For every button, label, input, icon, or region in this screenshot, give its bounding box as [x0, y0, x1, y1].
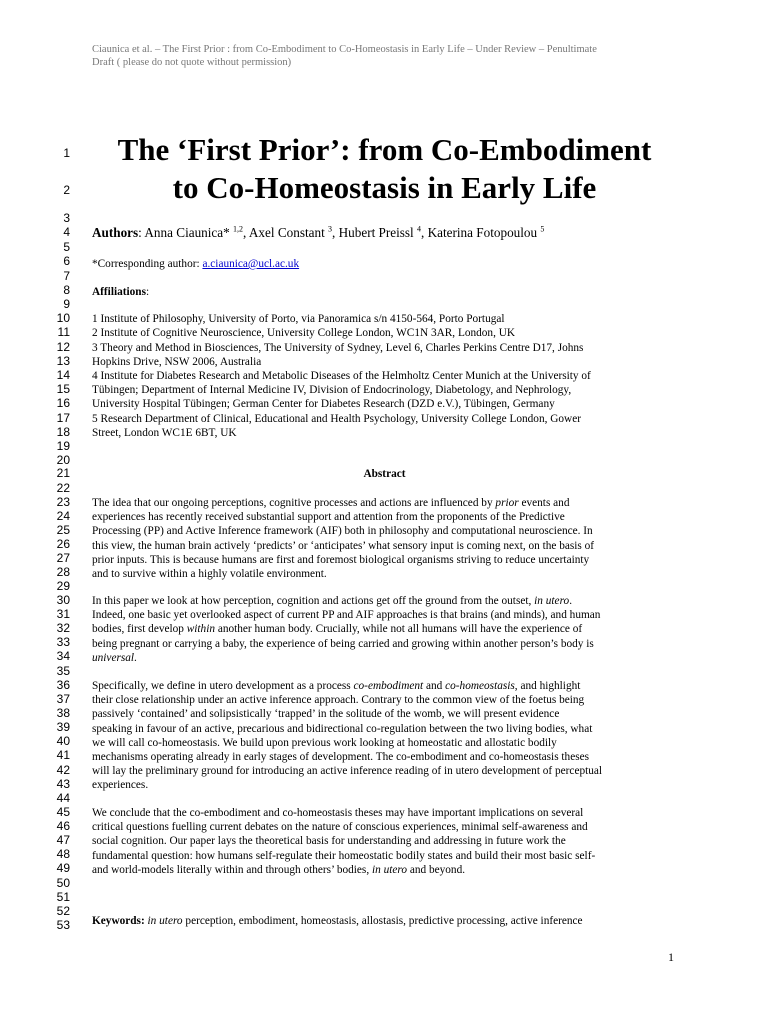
authors-label: Authors: [92, 225, 139, 240]
line-number: 27: [56, 551, 70, 565]
text-run: mechanisms operating already in early stages of development. The co-embodiment and co-homeostasis theses: [92, 751, 590, 763]
line-number: 22: [56, 481, 70, 495]
author-1-affil: 1,2: [233, 224, 244, 234]
text-run: experiences has recently received substantial support and attention from the proponents of the Predictive: [92, 511, 565, 524]
affiliation-line: 1 Institute of Philosophy, University of Porto, via Panoramica s/n 4150-564, Porto Portugal: [92, 313, 505, 325]
line-number: 52: [56, 904, 70, 918]
italic-text: prior: [495, 497, 519, 509]
keywords-italic: in utero: [147, 915, 183, 927]
text-run: speaking in favour of an active, precarious and bidirectional co-regulation between the two living bodies, what: [92, 722, 593, 735]
line-number: 50: [56, 876, 70, 890]
text-run: we will call co-homeostasis. We build upon previous work looking at homeostatic and allostatic bodily: [92, 736, 557, 749]
text-run: and beyond.: [407, 863, 466, 876]
text-run: passively ‘contained’ and solipsistically ‘trapped’ in the solitude of the womb, we will present evidence: [92, 708, 560, 721]
line-number: 7: [63, 269, 70, 283]
abstract-line: [92, 510, 677, 524]
abstract-line: [92, 622, 677, 636]
text-run: Specifically, we define in utero development as a process: [92, 680, 354, 692]
text-run: prior inputs. This is because humans are first and foremost biological organisms striving to reduce uncertainty: [92, 553, 590, 566]
line-number: 20: [56, 453, 70, 467]
author-4-affil: 5: [540, 224, 545, 234]
abstract-line: [92, 567, 677, 581]
abstract-line: [92, 863, 677, 877]
text-run: will lay the preliminary ground for introducing an active inference reading of in utero development of perceptual: [92, 765, 603, 778]
line-number: 6: [63, 254, 70, 268]
line-number: 42: [56, 763, 70, 777]
line-number: 40: [56, 734, 70, 748]
corresponding-label: *Corresponding author:: [92, 258, 200, 270]
affiliation-line: 4 Institute for Diabetes Research and Metabolic Diseases of the Helmholtz Center Munich at the University of: [92, 370, 591, 382]
line-number: 48: [56, 847, 70, 861]
line-number: 46: [56, 819, 70, 833]
italic-text: in utero: [534, 595, 570, 607]
italic-text: in utero: [371, 863, 408, 876]
text-run: In this paper we look at how perception, cognition and actions get off the ground from the outset,: [92, 595, 535, 607]
line-number: 31: [56, 607, 70, 621]
line-number: 2: [63, 183, 70, 197]
text-run: bodies, first develop: [92, 623, 187, 636]
line-number: 33: [56, 635, 70, 649]
abstract-heading: Abstract: [363, 468, 406, 480]
abstract-line: [92, 806, 677, 820]
keywords-label: Keywords:: [92, 915, 145, 927]
line-number: 11: [57, 325, 70, 339]
line-number: 16: [56, 396, 70, 410]
affiliations-label: Affiliations: [92, 286, 146, 298]
line-number: 26: [56, 537, 70, 551]
text-run: We conclude that the co-embodiment and co-homeostasis theses may have important implications on several: [92, 807, 584, 819]
text-run: Indeed, one basic yet overlooked aspect of current PP and AIF approaches is that brains (and minds), and human: [92, 609, 601, 622]
line-number: 5: [63, 240, 70, 254]
text-run: events and: [518, 497, 570, 509]
abstract-line: [92, 637, 677, 651]
line-number: 35: [56, 664, 70, 678]
line-number: 1: [63, 146, 70, 160]
line-number: 39: [56, 720, 70, 734]
text-run: critical questions fuelling current debates on the nature of conscious experiences, minimal self-awareness and: [92, 821, 588, 834]
line-number: 4: [63, 225, 70, 239]
corresponding-author: [92, 257, 677, 271]
text-run: and to survive within a highly volatile environment.: [92, 568, 327, 580]
abstract-line: [92, 834, 677, 848]
line-number: 12: [56, 340, 70, 354]
text-run: .: [134, 651, 137, 664]
abstract-line: [92, 764, 677, 778]
text-run: being pregnant or carrying a baby, the experience of being carried and growing within another person’s body is: [92, 637, 594, 650]
line-number: 13: [56, 354, 70, 368]
line-number: 15: [56, 382, 70, 396]
line-number: 19: [56, 439, 70, 453]
abstract-line: [92, 679, 677, 693]
line-number: 17: [56, 411, 70, 425]
affiliations-heading: Affiliations:: [92, 286, 150, 298]
author-3: Hubert Preissl: [338, 225, 414, 240]
text-run: fundamental question: how humans self-regulate their homeostatic bodily states and build their most basic self-: [92, 849, 596, 862]
line-number: 21: [56, 466, 70, 480]
abstract-line: [92, 524, 677, 538]
line-number: 28: [56, 565, 70, 579]
abstract-line: [92, 722, 677, 736]
abstract-line: [92, 736, 677, 750]
line-number: 14: [56, 368, 70, 382]
text-run: social cognition. Our paper lays the theoretical basis for understanding and addressing in future work the: [92, 835, 566, 848]
author-3-affil: 4: [417, 224, 422, 234]
line-number: 49: [56, 861, 70, 875]
line-number: 24: [56, 509, 70, 523]
author-4: Katerina Fotopoulou: [427, 225, 538, 240]
text-run: another human body. Crucially, while not all humans will have the experience of: [215, 623, 583, 636]
abstract-line: [92, 707, 677, 721]
italic-text: co-embodiment: [353, 680, 424, 692]
running-header-line-2: Draft ( please do not quote without permission): [92, 57, 292, 68]
line-number: 47: [56, 833, 70, 847]
line-number: 9: [63, 297, 70, 311]
abstract-line: [92, 608, 677, 622]
line-number: 36: [56, 678, 70, 692]
affiliation-line: 2 Institute of Cognitive Neuroscience, University College London, WC1N 3AR, London, UK: [92, 327, 516, 339]
abstract-line: [92, 693, 677, 707]
line-number: 29: [56, 579, 70, 593]
italic-text: co-homeostasis: [445, 680, 515, 692]
text-run: The idea that our ongoing perceptions, cognitive processes and actions are influenced by: [92, 497, 496, 509]
line-number: 10: [56, 311, 70, 325]
text-run: , and highlight: [514, 680, 581, 692]
keywords-list: perception, embodiment, homeostasis, allostasis, predictive processing, active inference: [182, 915, 583, 927]
line-number: 3: [63, 211, 70, 225]
abstract-line: [92, 849, 677, 863]
keywords-line: [92, 914, 677, 928]
text-run: .: [569, 595, 573, 607]
author-2: Axel Constant: [248, 225, 325, 240]
running-header-line-1: Ciaunica et al. – The First Prior : from Co-Embodiment to Co-Homeostasis in Early Life – Under Review – Penultimate: [92, 44, 597, 55]
corresponding-email-link[interactable]: a.ciaunica@ucl.ac.uk: [202, 258, 300, 270]
text-run: and: [423, 680, 446, 692]
text-run: and world-models literally within and through others’ bodies,: [92, 863, 372, 876]
line-number: 38: [56, 706, 70, 720]
abstract-line: [92, 553, 677, 567]
line-number: 44: [56, 791, 70, 805]
line-number: 34: [56, 649, 70, 663]
line-number: 41: [56, 748, 70, 762]
italic-text: within: [186, 623, 215, 636]
abstract-line: [92, 496, 677, 510]
line-number: 23: [56, 495, 70, 509]
italic-text: universal: [92, 651, 135, 664]
line-number: 30: [56, 593, 70, 607]
abstract-line: [92, 651, 677, 665]
page-number: 1: [668, 950, 674, 964]
abstract-line: [92, 539, 677, 553]
affiliation-line: 3 Theory and Method in Biosciences, The University of Sydney, Level 6, Charles Perkins Centre D17, Johns: [92, 342, 584, 354]
abstract-line: [92, 594, 677, 608]
abstract-line: [92, 750, 677, 764]
line-number: 43: [56, 777, 70, 791]
paper-title-line-1: The ‘First Prior’: from Co-Embodiment: [117, 132, 652, 167]
abstract-line: [92, 778, 677, 792]
paper-title-line-2: to Co-Homeostasis in Early Life: [172, 170, 597, 205]
line-number: 51: [56, 890, 70, 904]
author-1: Anna Ciaunica*: [144, 225, 230, 240]
text-run: Processing (PP) and Active Inference framework (AIF) both in philosophy and computational neuroscience. In: [92, 525, 593, 538]
affiliation-line: Hopkins Drive, NSW 2006, Australia: [92, 356, 262, 368]
affiliation-line: University Hospital Tübingen; German Center for Diabetes Research (DZD e.V.), Tübingen, Germany: [92, 398, 555, 410]
affiliation-line: 5 Research Department of Clinical, Educational and Health Psychology, University College London, Gower: [92, 413, 581, 425]
line-number: 37: [56, 692, 70, 706]
running-header: [92, 43, 662, 69]
text-run: this view, the human brain actively ‘predicts’ or ‘anticipates’ what sensory input is coming next, on the basis of: [92, 539, 595, 552]
author-2-affil: 3: [328, 224, 333, 234]
abstract-line: [92, 820, 677, 834]
line-number: 53: [56, 918, 70, 932]
authors-line: Authors: Anna Ciaunica* $^{1,2}$, Axel Constant $^3$, Hubert Preissl $^4$, Katerina Fotopoulou $^5$: [92, 224, 545, 240]
line-number: 25: [56, 523, 70, 537]
text-run: experiences.: [92, 779, 149, 792]
line-number: 8: [63, 283, 70, 297]
affiliation-line: Tübingen; Department of Internal Medicine IV, Division of Endocrinology, Diabetology, and Nephrology,: [92, 384, 572, 396]
line-number: 32: [56, 621, 70, 635]
line-number: 45: [56, 805, 70, 819]
line-number: 18: [56, 425, 70, 439]
text-run: their close relationship under an active inference approach. Contrary to the common view of the foetus being: [92, 694, 585, 707]
affiliation-line: Street, London WC1E 6BT, UK: [92, 427, 237, 439]
